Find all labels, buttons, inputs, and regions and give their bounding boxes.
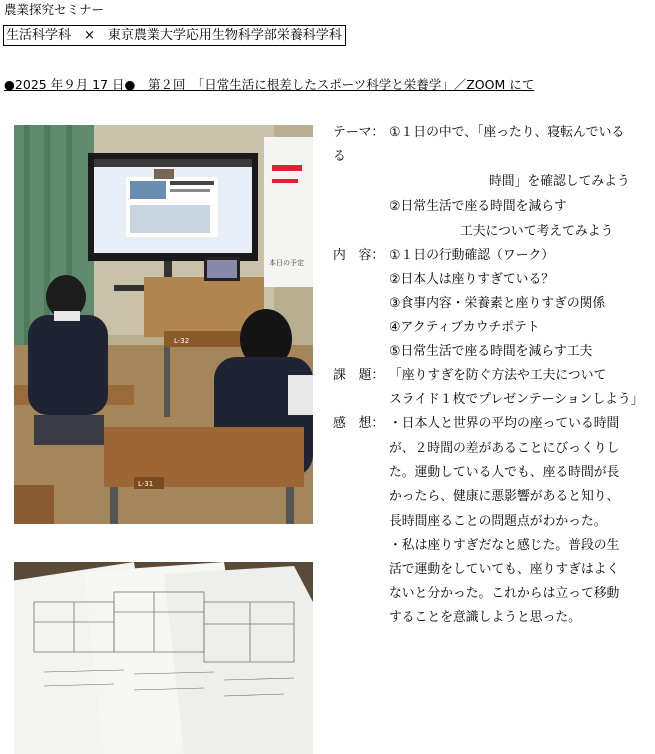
department-box: 生活科学科 × 東京農業大学応用生物科学部栄養科学科 bbox=[3, 25, 346, 46]
impressions-line: ないと分かった。これからは立って移動 bbox=[389, 586, 620, 601]
content-item: ①１日の行動確認（ワーク） bbox=[389, 248, 555, 263]
impressions-line: 長時間座ることの問題点がわかった。 bbox=[389, 514, 607, 529]
impressions-label: 感 想： bbox=[333, 416, 385, 431]
impressions-line: 活で運動をしていても、座りすぎはよく bbox=[389, 562, 620, 577]
theme-line-2-cont: 工夫について考えてみよう bbox=[460, 224, 614, 239]
impressions-line: ・日本人と世界の平均の座っている時間 bbox=[389, 416, 620, 431]
desk-tag-1: L-31 bbox=[138, 480, 154, 488]
assignment-line-2: スライド１枚でプレゼンテーションしよう」 bbox=[389, 392, 644, 407]
assignment-label: 課 題： bbox=[333, 368, 385, 383]
content-item: ④アクティブカウチポテト bbox=[389, 320, 540, 335]
theme-line-1-wrap: る bbox=[333, 149, 346, 164]
impressions-line: かったら、健康に悪影響があると知り、 bbox=[389, 489, 620, 504]
impressions-line: することを意識しようと思った。 bbox=[389, 610, 581, 625]
content-item: ③食事内容・栄養素と座りすぎの関係 bbox=[389, 296, 606, 311]
theme-label: テーマ： bbox=[333, 125, 385, 140]
page-title: 農業探究セミナー bbox=[4, 2, 105, 17]
impressions-line: た。運動している人でも、座る時間が長 bbox=[389, 465, 620, 480]
theme-line-2: ②日常生活で座る時間を減らす bbox=[389, 199, 567, 214]
content-item: ②日本人は座りすぎている？ bbox=[389, 272, 555, 287]
impressions-line: が、２時間の差があることにびっくりし bbox=[389, 441, 620, 456]
classroom-photo bbox=[14, 125, 313, 524]
whiteboard-label: 本日の予定 bbox=[269, 259, 304, 267]
desk-tag-2: L-32 bbox=[174, 337, 190, 345]
session-date-line: ●2025 年９月 17 日● 第２回 「日常生活に根差したスポーツ科学と栄養学」／ZOOM にて bbox=[4, 77, 535, 92]
theme-line-1-cont: 時間」を確認してみよう bbox=[489, 174, 630, 189]
assignment-line-1: 「座りすぎを防ぐ方法や工夫について bbox=[389, 368, 607, 383]
impressions-line: ・私は座りすぎだなと感じた。普段の生 bbox=[389, 538, 620, 553]
worksheets-illustration bbox=[14, 562, 313, 754]
content-item: ⑤日常生活で座る時間を減らす工夫 bbox=[389, 344, 593, 359]
worksheets-photo bbox=[14, 562, 313, 754]
classroom-illustration bbox=[14, 125, 313, 524]
theme-line-1: ①１日の中で、「座ったり、寝転んでいる bbox=[389, 125, 625, 140]
content-label: 内 容： bbox=[333, 248, 385, 263]
